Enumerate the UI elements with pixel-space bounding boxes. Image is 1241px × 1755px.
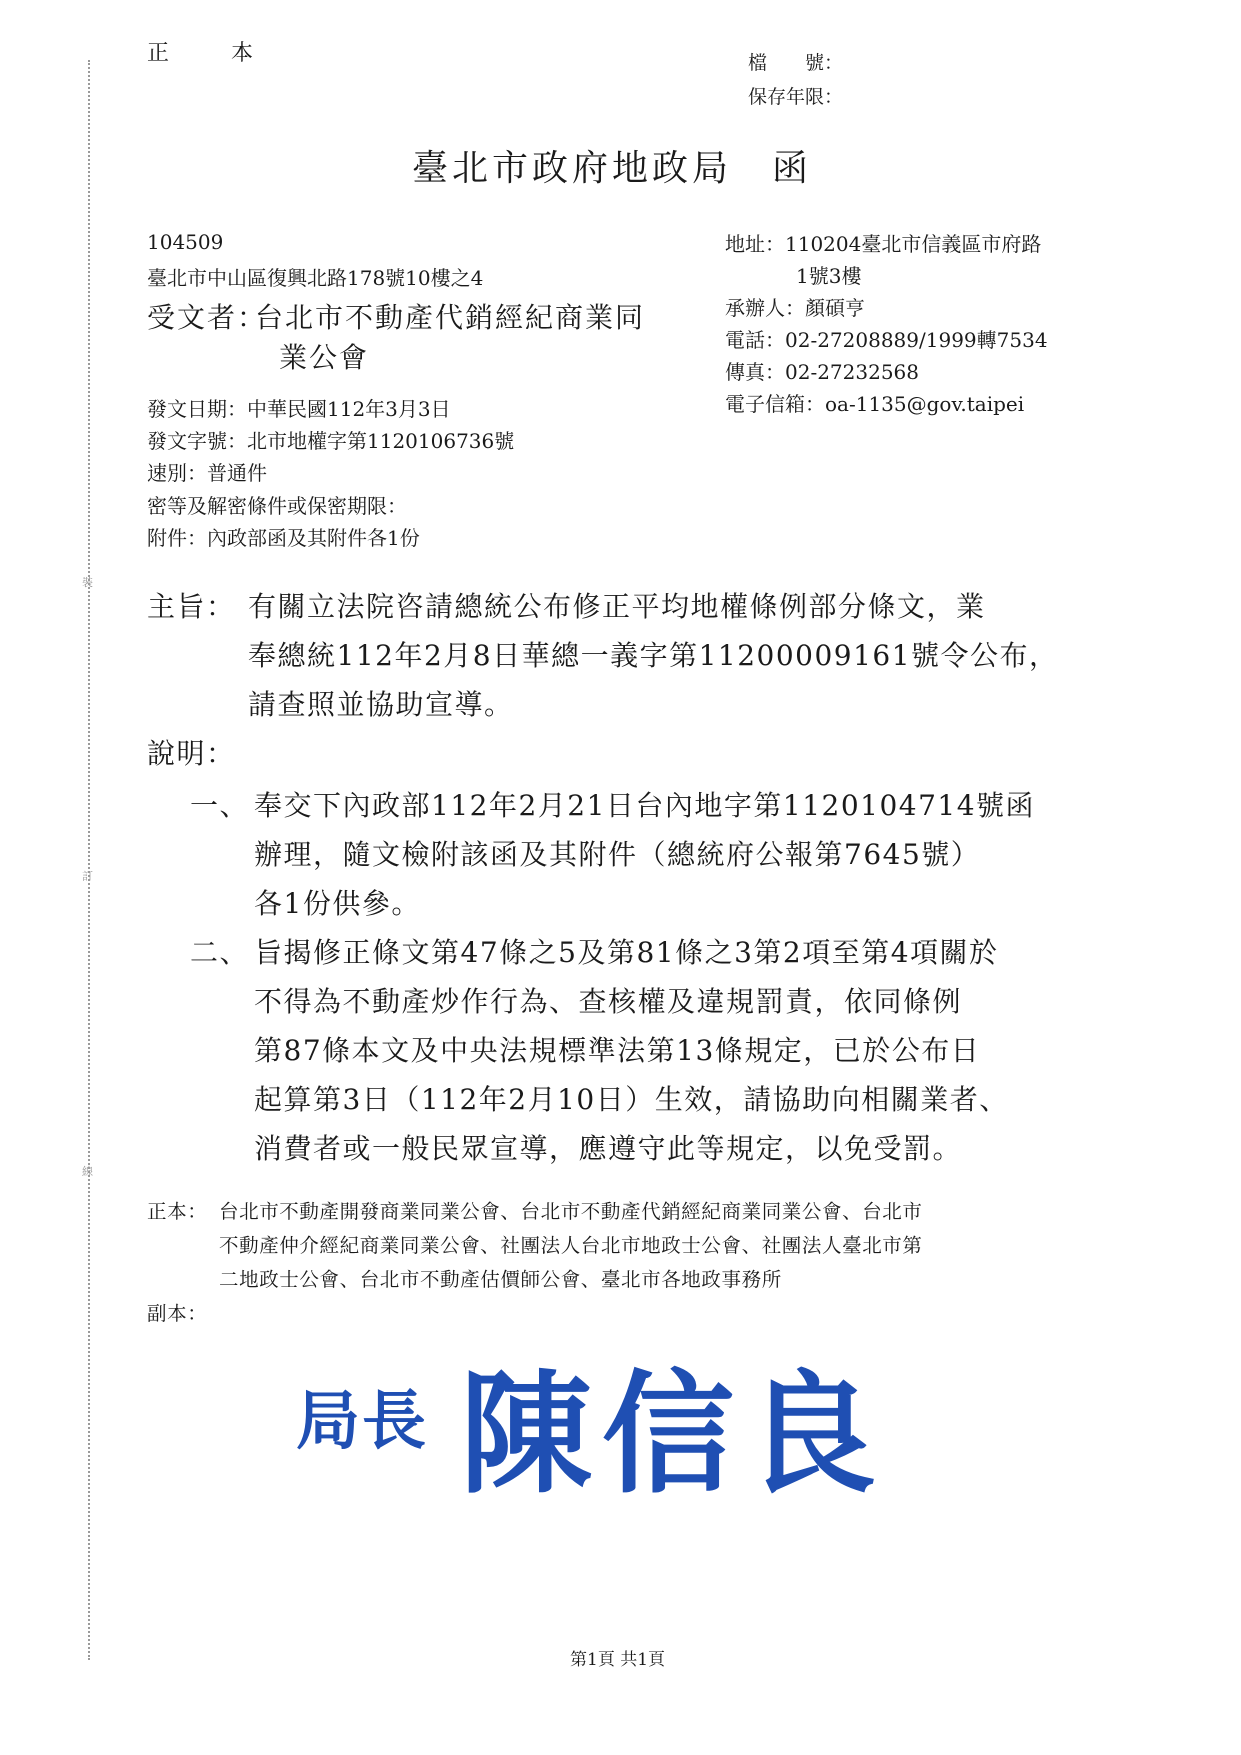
recipient-label: 受文者： <box>147 301 268 334</box>
explanation-line: 第87條本文及中央法規標準法第13條規定，已於公布日 <box>254 1034 981 1067</box>
sender-handler: 承辦人：顏碩亨 <box>725 296 865 320</box>
sender-address-line2: 1號3樓 <box>796 264 862 288</box>
signature-name: 陳信良 <box>460 1357 886 1512</box>
recipient-address: 臺北市中山區復興北路178號10樓之4 <box>147 266 484 290</box>
explanation-label: 說明： <box>147 737 236 770</box>
recipient-name-line1: 台北市不動產代銷經紀商業同 <box>255 301 646 334</box>
explanation-line: 各1份供參。 <box>254 887 421 920</box>
binding-mark-zhuang: 裝 <box>82 576 93 589</box>
explanation-item-marker: 一、 <box>190 789 250 822</box>
subject-label: 主旨： <box>147 590 236 623</box>
recipient-name-line2: 業公會 <box>279 341 370 374</box>
secrecy-level: 密等及解密條件或保密期限： <box>147 494 407 518</box>
original-copy-label: 正 本 <box>147 41 274 66</box>
distribution-line: 不動產仲介經紀商業同業公會、社團法人台北市地政士公會、社團法人臺北市第 <box>219 1234 923 1257</box>
distribution-line: 台北市不動產開發商業同業公會、台北市不動產代銷經紀商業同業公會、台北市 <box>219 1200 923 1223</box>
subject-line: 有關立法院咨請總統公布修正平均地權條例部分條文，業 <box>248 590 986 623</box>
document-number: 發文字號：北市地權字第1120106736號 <box>147 429 515 453</box>
explanation-line: 不得為不動產炒作行為、查核權及違規罰責，依同條例 <box>254 985 963 1018</box>
explanation-line: 消費者或一般民眾宣導，應遵守此等規定，以免受罰。 <box>254 1132 963 1165</box>
distribution-copy-label: 副本： <box>147 1302 208 1325</box>
explanation-line: 奉交下內政部112年2月21日台內地字第1120104714號函 <box>254 789 1036 822</box>
retention-label: 保存年限： <box>748 86 844 108</box>
document-title: 臺北市政府地政局 函 <box>412 148 813 189</box>
sender-email: 電子信箱：oa-1135@gov.taipei <box>725 392 1025 416</box>
recipient-zip: 104509 <box>147 230 224 254</box>
speed-class: 速別：普通件 <box>147 461 267 485</box>
sender-fax: 傳真：02-27232568 <box>725 360 920 384</box>
subject-line: 奉總統112年2月8日華總一義字第11200009161號令公布， <box>248 639 1059 672</box>
file-number-label: 檔 號： <box>748 52 844 74</box>
binding-mark-ding: 訂 <box>82 870 93 883</box>
binding-line <box>88 60 90 1660</box>
binding-mark-xian: 線 <box>82 1165 93 1178</box>
signature-title: 局長 <box>296 1384 428 1459</box>
attachment: 附件：內政部函及其附件各1份 <box>147 526 420 550</box>
subject-line: 請查照並協助宣導。 <box>248 688 514 721</box>
issue-date: 發文日期：中華民國112年3月3日 <box>147 397 451 421</box>
distribution-line: 二地政士公會、台北市不動產估價師公會、臺北市各地政事務所 <box>219 1268 782 1291</box>
sender-address-line1: 地址：110204臺北市信義區市府路 <box>725 232 1042 256</box>
explanation-line: 旨揭修正條文第47條之5及第81條之3第2項至第4項關於 <box>254 936 999 969</box>
distribution-original-label: 正本： <box>147 1200 208 1223</box>
explanation-line: 起算第3日（112年2月10日）生效，請協助向相關業者、 <box>254 1083 1009 1116</box>
sender-phone: 電話：02-27208889/1999轉7534 <box>725 328 1048 352</box>
explanation-item-marker: 二、 <box>190 936 250 969</box>
page-number: 第1頁 共1頁 <box>570 1650 666 1670</box>
explanation-line: 辦理，隨文檢附該函及其附件（總統府公報第7645號） <box>254 838 981 871</box>
